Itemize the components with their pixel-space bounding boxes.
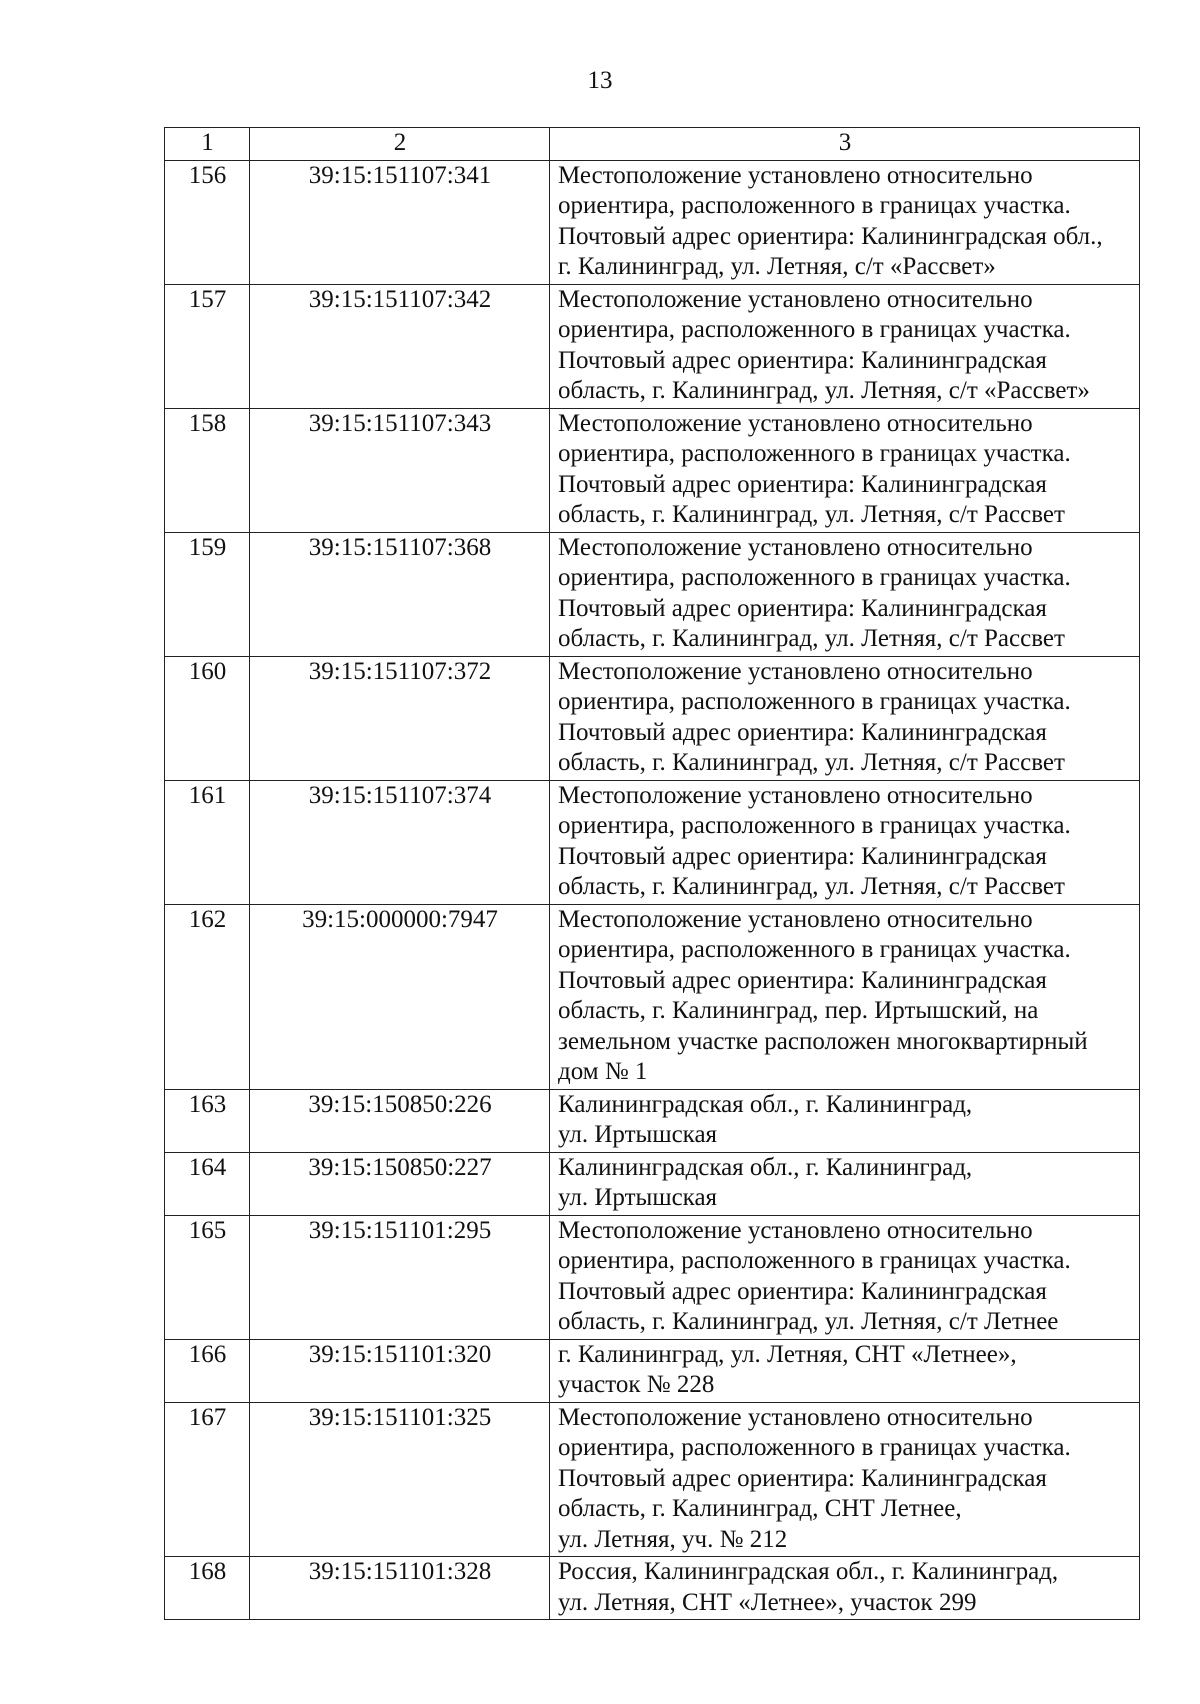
column-header-cadastral: 2 bbox=[250, 128, 550, 161]
cadastral-number: 39:15:151107:343 bbox=[250, 408, 550, 532]
row-number: 160 bbox=[165, 656, 250, 780]
address-cell: Местоположение установлено относительно ориентира, расположенного в границах участка. Почтовый адрес ориентира: Калининградская область, г. Калининград, ул. Летняя, с/т Летнее bbox=[550, 1215, 1140, 1339]
address-cell: Местоположение установлено относительно ориентира, расположенного в границах участка. Почтовый адрес ориентира: Калининградская область, г. Калининград, ул. Летняя, с/т Рассвет bbox=[550, 532, 1140, 656]
cadastral-number: 39:15:151107:368 bbox=[250, 532, 550, 656]
row-number: 168 bbox=[165, 1557, 250, 1620]
table-row bbox=[165, 1215, 1140, 1339]
table-row bbox=[165, 904, 1140, 1089]
cadastral-number: 39:15:151107:372 bbox=[250, 656, 550, 780]
cadastral-number: 39:15:151101:325 bbox=[250, 1402, 550, 1557]
cadastral-number: 39:15:151107:342 bbox=[250, 284, 550, 408]
table-row bbox=[165, 1339, 1140, 1402]
cadastral-number: 39:15:151101:295 bbox=[250, 1215, 550, 1339]
address-cell: Россия, Калининградская обл., г. Калининград, ул. Летняя, СНТ «Летнее», участок 299 bbox=[550, 1557, 1140, 1620]
address-cell: Местоположение установлено относительно ориентира, расположенного в границах участка. Почтовый адрес ориентира: Калининградская обл., г. Калининград, ул. Летняя, с/т «Рассвет» bbox=[550, 160, 1140, 284]
table-row bbox=[165, 160, 1140, 284]
cadastral-number: 39:15:150850:226 bbox=[250, 1089, 550, 1152]
land-plots-table bbox=[164, 127, 1140, 1620]
table-row bbox=[165, 284, 1140, 408]
table-row bbox=[165, 1557, 1140, 1620]
address-cell: Калининградская обл., г. Калининград, ул. Иртышская bbox=[550, 1152, 1140, 1215]
table-row bbox=[165, 656, 1140, 780]
cadastral-number: 39:15:150850:227 bbox=[250, 1152, 550, 1215]
row-number: 163 bbox=[165, 1089, 250, 1152]
address-cell: Местоположение установлено относительно ориентира, расположенного в границах участка. Почтовый адрес ориентира: Калининградская область, г. Калининград, ул. Летняя, с/т Рассвет bbox=[550, 408, 1140, 532]
row-number: 164 bbox=[165, 1152, 250, 1215]
address-cell: Местоположение установлено относительно ориентира, расположенного в границах участка. Почтовый адрес ориентира: Калининградская область, г. Калининград, ул. Летняя, с/т Рассвет bbox=[550, 780, 1140, 904]
table-row bbox=[165, 1152, 1140, 1215]
table-row bbox=[165, 1089, 1140, 1152]
column-header-address: 3 bbox=[550, 128, 1140, 161]
address-cell: Местоположение установлено относительно ориентира, расположенного в границах участка. Почтовый адрес ориентира: Калининградская область, г. Калининград, СНТ Летнее, ул. Летняя, уч. № 212 bbox=[550, 1402, 1140, 1557]
cadastral-number: 39:15:151107:374 bbox=[250, 780, 550, 904]
cadastral-number: 39:15:000000:7947 bbox=[250, 904, 550, 1089]
address-cell: Местоположение установлено относительно ориентира, расположенного в границах участка. Почтовый адрес ориентира: Калининградская область, г. Калининград, ул. Летняя, с/т «Рассвет» bbox=[550, 284, 1140, 408]
address-cell: Местоположение установлено относительно ориентира, расположенного в границах участка. Почтовый адрес ориентира: Калининградская область, г. Калининград, ул. Летняя, с/т Рассвет bbox=[550, 656, 1140, 780]
column-header-number: 1 bbox=[165, 128, 250, 161]
row-number: 162 bbox=[165, 904, 250, 1089]
table-header-row bbox=[165, 128, 1140, 161]
table-row bbox=[165, 780, 1140, 904]
row-number: 156 bbox=[165, 160, 250, 284]
cadastral-number: 39:15:151101:328 bbox=[250, 1557, 550, 1620]
table-row bbox=[165, 1402, 1140, 1557]
row-number: 157 bbox=[165, 284, 250, 408]
address-cell: г. Калининград, ул. Летняя, СНТ «Летнее», участок № 228 bbox=[550, 1339, 1140, 1402]
row-number: 166 bbox=[165, 1339, 250, 1402]
row-number: 158 bbox=[165, 408, 250, 532]
table-row bbox=[165, 532, 1140, 656]
cadastral-number: 39:15:151107:341 bbox=[250, 160, 550, 284]
row-number: 167 bbox=[165, 1402, 250, 1557]
page-number: 13 bbox=[587, 67, 613, 94]
address-cell: Местоположение установлено относительно ориентира, расположенного в границах участка. Почтовый адрес ориентира: Калининградская область, г. Калининград, пер. Иртышский, на земельном участке расположен многоквартирный дом № 1 bbox=[550, 904, 1140, 1089]
address-cell: Калининградская обл., г. Калининград, ул. Иртышская bbox=[550, 1089, 1140, 1152]
row-number: 159 bbox=[165, 532, 250, 656]
cadastral-number: 39:15:151101:320 bbox=[250, 1339, 550, 1402]
table-row bbox=[165, 408, 1140, 532]
table-body bbox=[165, 160, 1140, 1620]
row-number: 161 bbox=[165, 780, 250, 904]
row-number: 165 bbox=[165, 1215, 250, 1339]
